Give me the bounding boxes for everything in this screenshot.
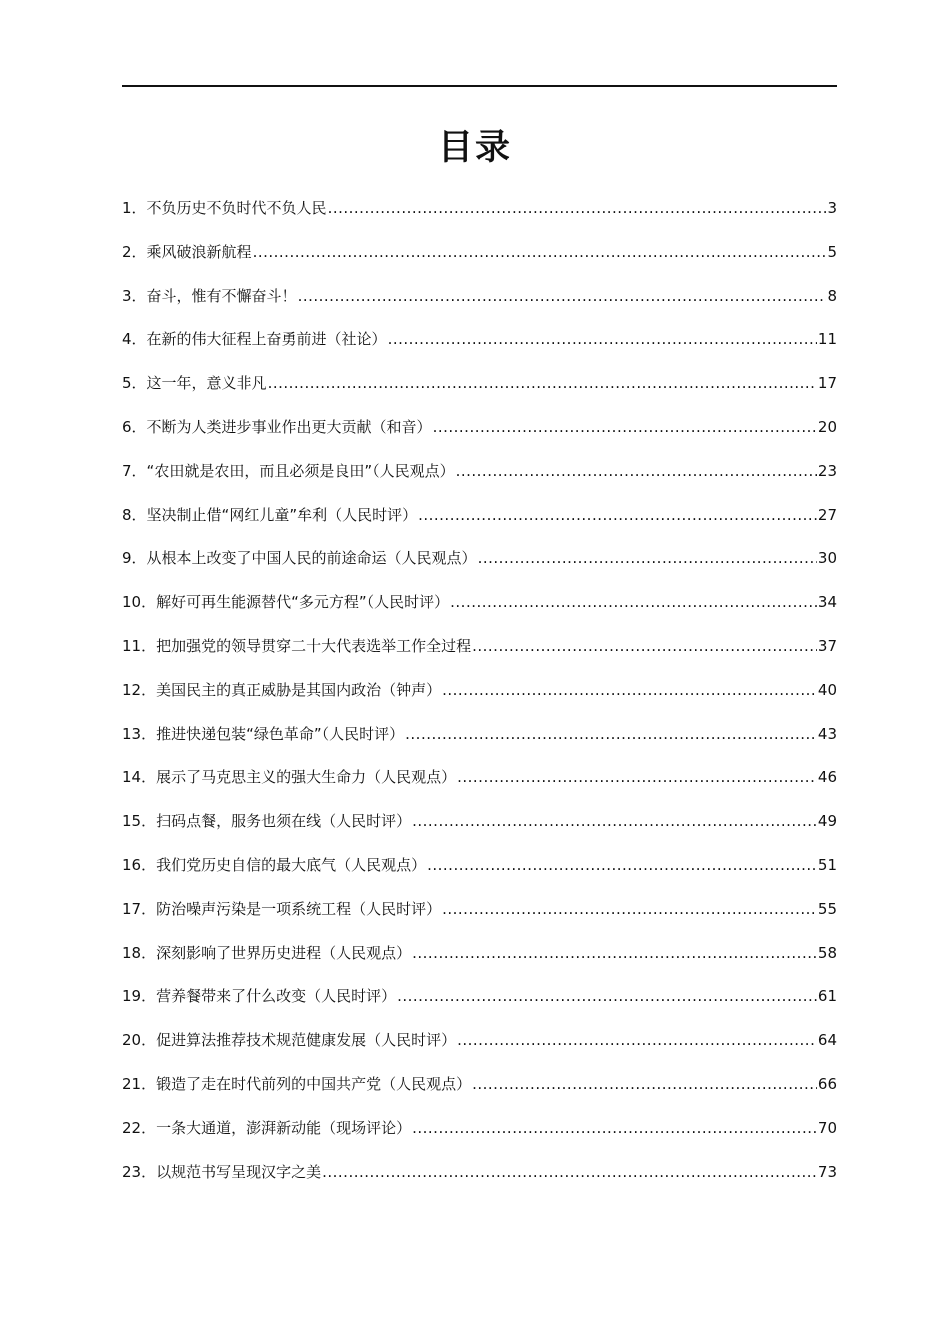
toc-entry-title[interactable]: 从根本上改变了中国人民的前途命运（人民观点） [146,549,477,568]
toc-entry-title[interactable]: 不负历史不负时代不负人民 [146,199,327,217]
toc-dot-leader [472,1070,817,1098]
toc-entry-number: 15． [122,812,157,831]
toc-entry-number: 7． [122,461,147,480]
toc-entry[interactable] [122,720,837,764]
toc-dot-leader [298,282,827,310]
toc-entry[interactable] [122,544,837,588]
toc-entry-number: 22． [122,1118,157,1137]
toc-dot-leader [412,1114,817,1142]
toc-entry-title[interactable]: 锻造了走在时代前列的中国共产党（人民观点） [156,1074,472,1093]
table-of-contents [122,194,837,1201]
toc-entry-title[interactable]: 乘风破浪新航程 [146,242,252,261]
toc-entry-page-number: 64 [817,1031,837,1050]
toc-entry-title[interactable]: 推进快递包装“绿色革命”（人民时评） [156,724,405,743]
toc-dot-leader [478,544,817,572]
toc-dot-leader [388,325,817,353]
toc-entry[interactable] [122,588,837,632]
toc-entry-number: 19． [122,987,157,1006]
toc-dot-leader [450,588,817,616]
toc-entry-page-number: 58 [817,943,837,962]
toc-entry[interactable] [122,194,837,238]
toc-entry-page-number: 23 [817,461,837,480]
toc-entry-number: 6． [122,417,147,436]
toc-entry-title[interactable]: 扫码点餐，服务也须在线（人民时评） [156,812,412,831]
toc-entry-number: 12． [122,680,157,699]
toc-entry-title[interactable]: 在新的伟大征程上奋勇前进（社论） [146,330,387,349]
toc-entry-number: 1． [122,199,147,217]
toc-entry-page-number: 61 [817,987,837,1006]
toc-entry-number: 3． [122,286,147,305]
toc-entry-page-number: 27 [817,505,837,524]
toc-entry-page-number: 43 [817,724,837,743]
toc-entry-title[interactable]: 把加强党的领导贯穿二十大代表选举工作全过程 [156,636,472,655]
toc-dot-leader [397,982,817,1010]
toc-dot-leader [433,413,817,441]
toc-dot-leader [472,632,817,660]
toc-dot-leader [457,763,817,791]
toc-dot-leader [427,851,817,879]
toc-entry[interactable] [122,807,837,851]
toc-entry[interactable] [122,982,837,1026]
header-rule [122,85,837,87]
toc-entry[interactable] [122,851,837,895]
toc-entry-title[interactable]: 这一年，意义非凡 [146,374,267,393]
toc-entry-page-number: 11 [817,330,837,349]
toc-entry[interactable] [122,1114,837,1158]
toc-entry-title[interactable]: 一条大通道，澎湃新动能（现场评论） [156,1118,412,1137]
toc-entry-title[interactable]: 以规范书写呈现汉字之美 [156,1162,322,1181]
toc-entry-page-number: 8 [827,286,837,305]
toc-entry[interactable] [122,457,837,501]
toc-entry[interactable] [122,369,837,413]
toc-entry-page-number: 55 [817,899,837,918]
toc-entry[interactable] [122,763,837,807]
toc-entry[interactable] [122,238,837,282]
toc-dot-leader [442,676,817,704]
toc-entry-number: 20． [122,1031,157,1050]
toc-entry-number: 13． [122,724,157,743]
toc-dot-leader [322,1158,817,1186]
toc-entry-page-number: 49 [817,812,837,831]
toc-entry[interactable] [122,501,837,545]
toc-entry-title[interactable]: 促进算法推荐技术规范健康发展（人民时评） [156,1031,457,1050]
toc-entry-number: 18． [122,943,157,962]
toc-entry-page-number: 5 [827,242,837,261]
toc-entry[interactable] [122,676,837,720]
toc-entry[interactable] [122,413,837,457]
page-title: 目录 [437,128,512,168]
toc-entry-page-number: 37 [817,636,837,655]
toc-entry-title[interactable]: 深刻影响了世界历史进程（人民观点） [156,943,412,962]
toc-entry-page-number: 34 [817,593,837,612]
toc-entry-title[interactable]: 展示了马克思主义的强大生命力（人民观点） [156,768,457,787]
toc-entry[interactable] [122,1026,837,1070]
toc-entry[interactable] [122,895,837,939]
toc-entry-title[interactable]: 美国民主的真正威胁是其国内政治（钟声） [156,680,442,699]
toc-entry-page-number: 40 [817,680,837,699]
toc-entry-page-number: 70 [817,1118,837,1137]
toc-entry-number: 10． [122,593,157,612]
toc-entry[interactable] [122,939,837,983]
toc-entry-number: 2． [122,242,147,261]
toc-dot-leader [412,939,817,967]
toc-entry-title[interactable]: 解好可再生能源替代“多元方程”（人民时评） [156,593,450,612]
toc-dot-leader [405,720,817,748]
toc-dot-leader [442,895,817,923]
toc-entry-page-number: 20 [817,417,837,436]
toc-entry-title[interactable]: 坚决制止借“网红儿童”牟利（人民时评） [146,505,418,524]
toc-entry-title[interactable]: 奋斗，惟有不懈奋斗！ [146,286,297,305]
toc-dot-leader [412,807,817,835]
toc-entry-number: 4． [122,330,147,349]
toc-entry-page-number: 46 [817,768,837,787]
toc-entry-title[interactable]: “农田就是农田，而且必须是良田”（人民观点） [146,461,455,480]
toc-entry[interactable] [122,1158,837,1202]
toc-entry-title[interactable]: 不断为人类进步事业作出更大贡献（和音） [146,417,432,436]
toc-entry[interactable] [122,632,837,676]
toc-entry-title[interactable]: 防治噪声污染是一项系统工程（人民时评） [156,899,442,918]
toc-entry[interactable] [122,1070,837,1114]
toc-entry-number: 5． [122,374,147,393]
toc-entry-number: 14． [122,768,157,787]
toc-dot-leader [456,457,817,485]
toc-entry-number: 9． [122,549,147,568]
toc-entry-page-number: 17 [817,374,837,393]
toc-entry-number: 8． [122,505,147,524]
toc-entry-page-number: 3 [827,199,837,217]
toc-entry[interactable] [122,325,837,369]
toc-dot-leader [418,501,817,529]
toc-entry-number: 23． [122,1162,157,1181]
toc-entry-number: 21． [122,1074,157,1093]
toc-entry-number: 11． [122,636,157,655]
toc-entry-title[interactable]: 营养餐带来了什么改变（人民时评） [156,987,397,1006]
toc-dot-leader [457,1026,817,1054]
toc-dot-leader [328,194,827,222]
toc-dot-leader [268,369,817,397]
toc-entry-title[interactable]: 我们党历史自信的最大底气（人民观点） [156,855,427,874]
toc-dot-leader [253,238,827,266]
toc-entry-number: 16． [122,855,157,874]
toc-entry-page-number: 30 [817,549,837,568]
toc-entry-page-number: 73 [817,1162,837,1181]
toc-entry-page-number: 66 [817,1074,837,1093]
toc-entry[interactable] [122,282,837,326]
toc-entry-page-number: 51 [817,855,837,874]
toc-entry-number: 17． [122,899,157,918]
